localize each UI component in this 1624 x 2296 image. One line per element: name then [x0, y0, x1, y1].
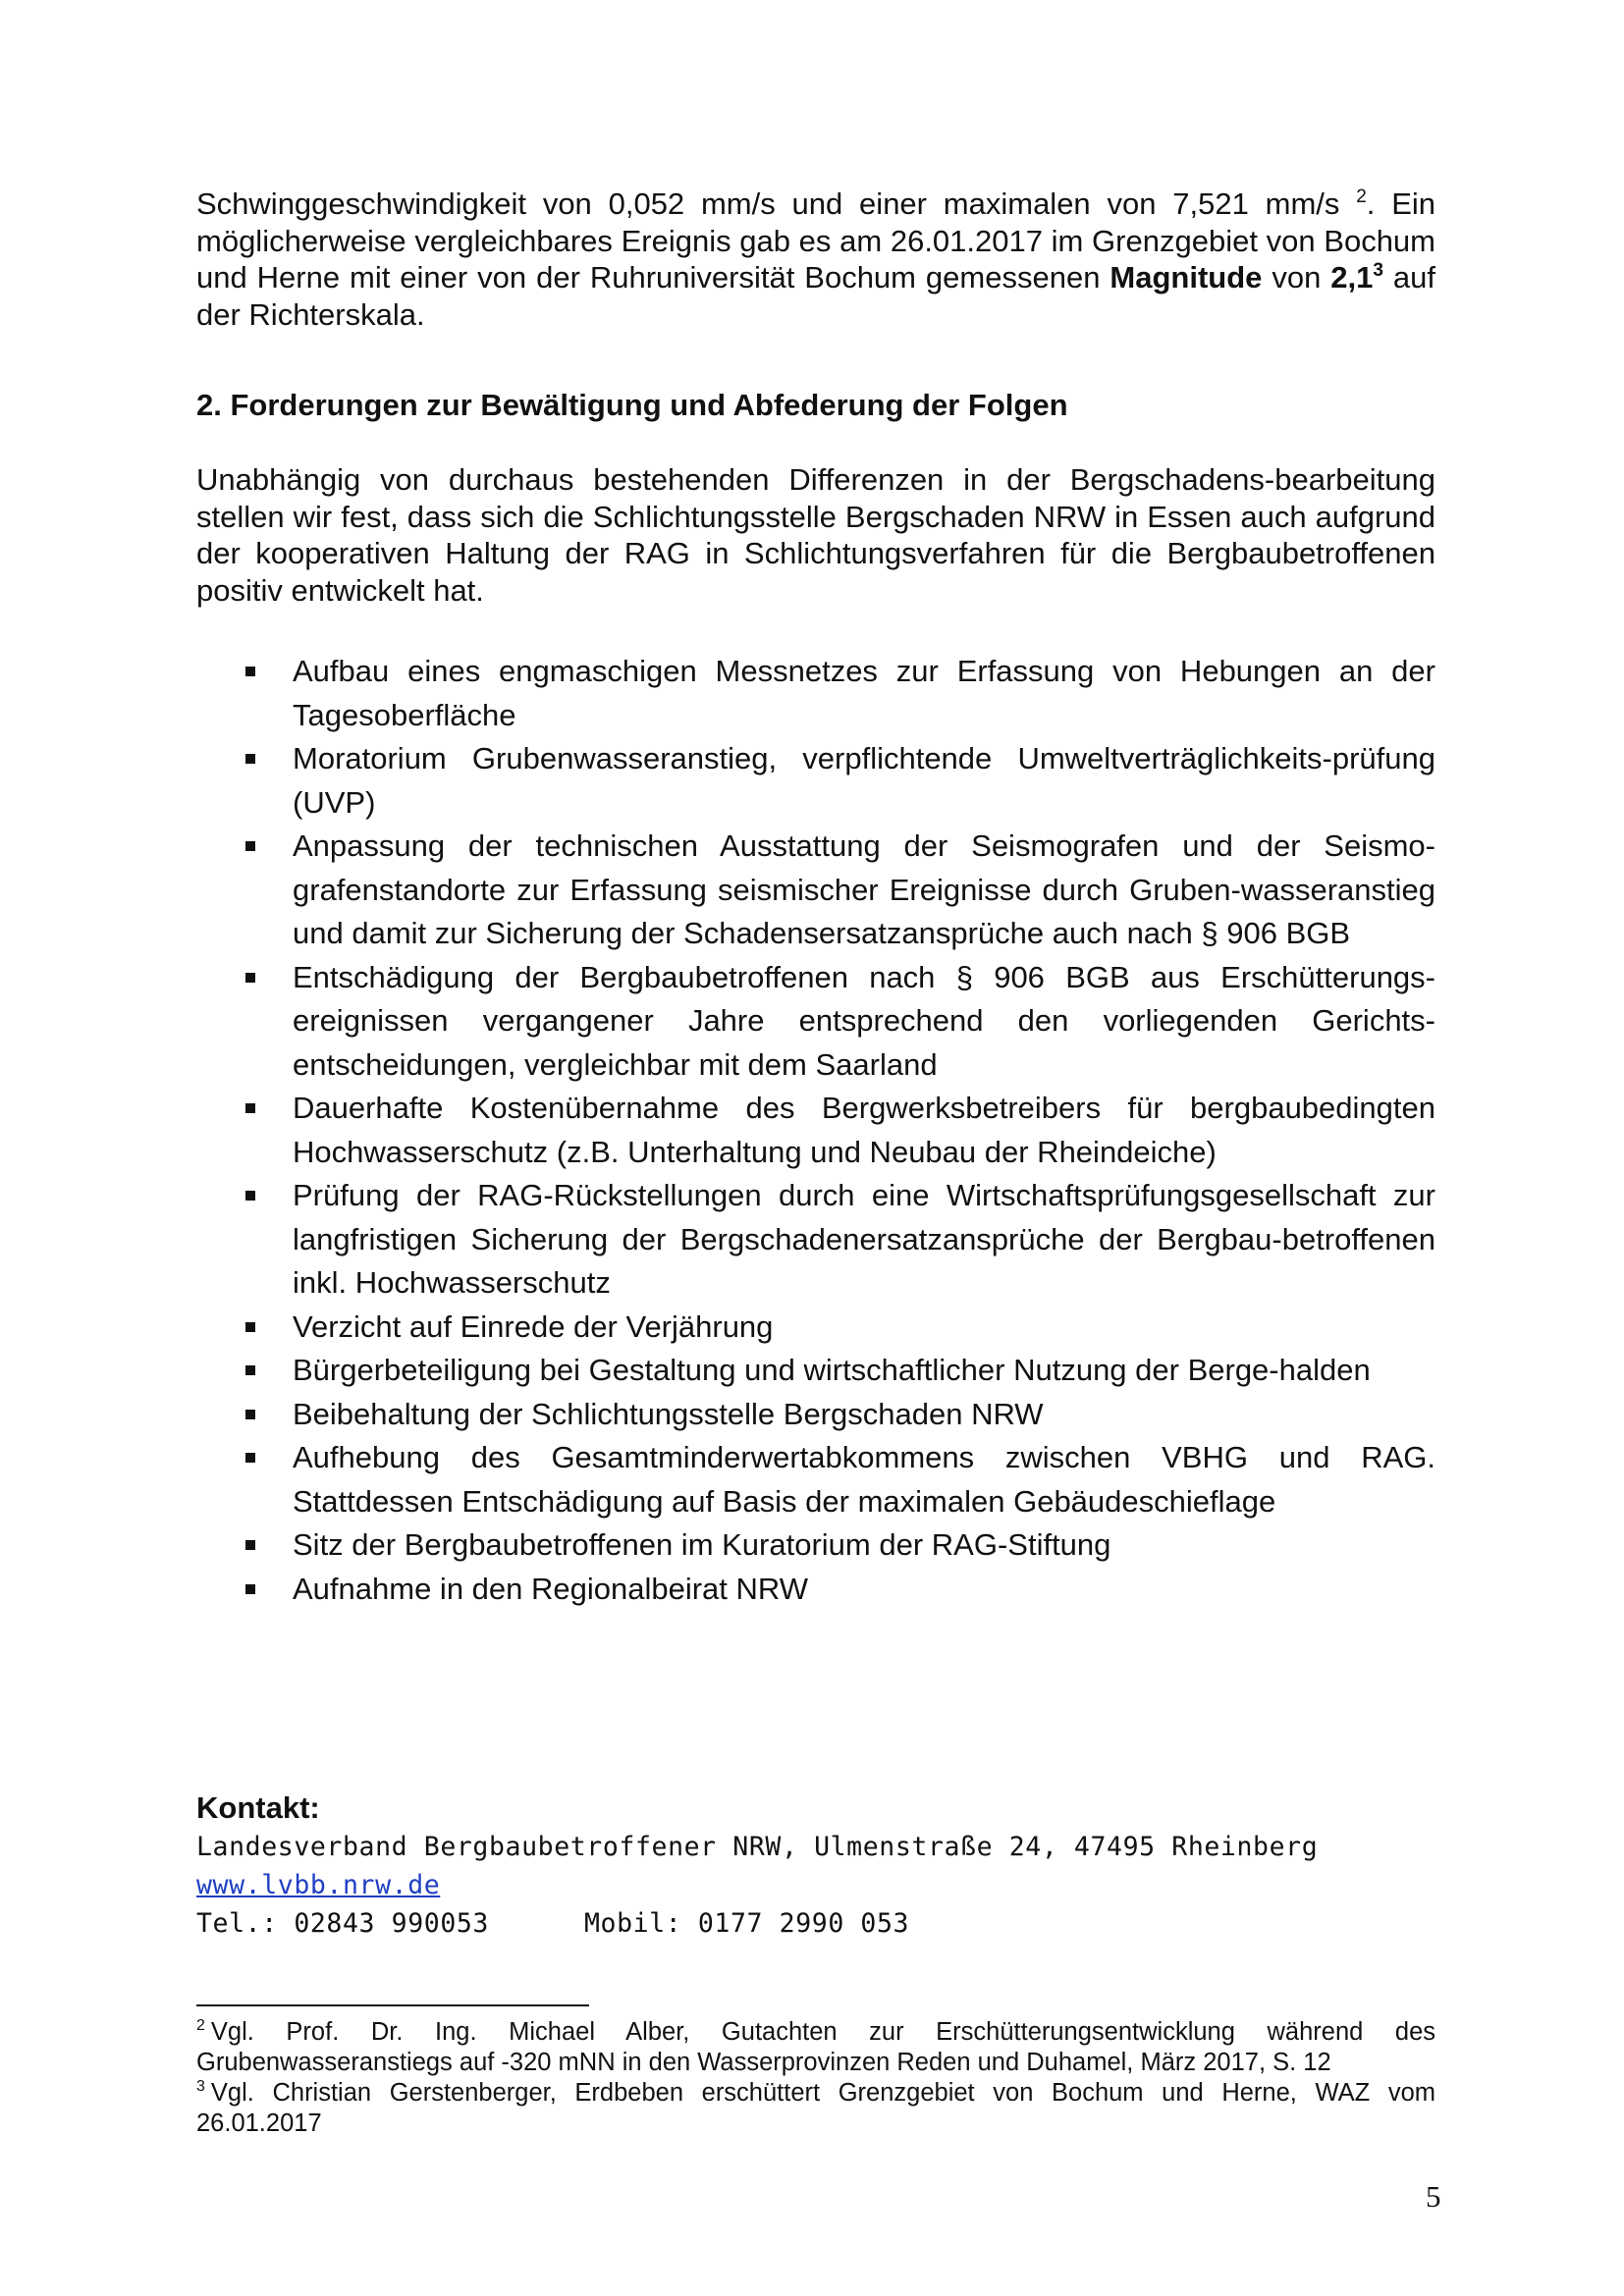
magnitude-label: Magnitude	[1110, 260, 1263, 294]
list-item	[196, 1523, 1435, 1568]
footnote-3	[196, 2078, 1435, 2139]
website-link[interactable]: www.lvbb.nrw.de	[196, 1870, 441, 1900]
list-item	[196, 737, 1435, 825]
bullet-square-icon	[245, 973, 255, 983]
bullet-square-icon	[245, 1540, 255, 1550]
bullet-square-icon	[245, 1191, 255, 1201]
list-item	[196, 1349, 1435, 1393]
list-item-text: Prüfung der RAG-Rückstellungen durch eine Wirtschaftsprüfungsgesellschaft zur langfristigen Sicherung der Bergschadenersatzansprüche der Bergbau-betroffenen inkl. Hochwasserschutz	[293, 1178, 1435, 1300]
section-paragraph: Unabhängig von durchaus bestehenden Differenzen in der Bergschadens-bearbeitung stellen wir fest, dass sich die Schlichtungsstelle Bergschaden NRW in Essen auch aufgrund der kooperativen Haltung der RAG in Schlichtungsverfahren für die Bergbaubetroffenen positiv entwickelt hat.	[196, 462, 1435, 608]
list-item	[196, 825, 1435, 956]
contact-heading: Kontakt:	[196, 1790, 320, 1825]
intro-text-3: von	[1262, 260, 1331, 294]
list-item-text: Bürgerbeteiligung bei Gestaltung und wirtschaftlicher Nutzung der Berge-halden	[293, 1353, 1371, 1387]
contact-phone: Tel.: 02843 990053	[196, 1908, 489, 1939]
list-item	[196, 956, 1435, 1088]
contact-mobile: Mobil: 0177 2990 053	[584, 1908, 910, 1939]
bullet-square-icon	[245, 1453, 255, 1463]
contact-address: Landesverband Bergbaubetroffener NRW, Ulmenstraße 24, 47495 Rheinberg	[196, 1832, 1319, 1862]
list-item-text: Dauerhafte Kostenübernahme des Bergwerksbetreibers für bergbaubedingten Hochwasserschutz (z.B. Unterhaltung und Neubau der Rheindeiche)	[293, 1091, 1435, 1169]
footnote-2	[196, 2017, 1435, 2078]
footnote-divider	[196, 2004, 589, 2006]
contact-block	[196, 1828, 1435, 1943]
magnitude-value: $2,1^3$	[1330, 260, 1383, 294]
footnote-text: Vgl. Prof. Dr. Ing. Michael Alber, Gutachten zur Erschütterungsentwicklung während des Grubenwasseranstiegs auf -320 mNN in den Wasserprovinzen Reden und Duhamel, März 2017, S. 12	[196, 2018, 1435, 2076]
list-item-text: Entschädigung der Bergbaubetroffenen nach § 906 BGB aus Erschütterungs-ereignissen vergangener Jahre entsprechend den vorliegenden Gerichts-entscheidungen, vergleichbar mit dem Saarland	[293, 959, 1435, 1082]
intro-text-1: Schwinggeschwindigkeit von 0,052 mm/s und einer maximalen von 7,521 mm/s	[196, 187, 1357, 221]
bullet-square-icon	[245, 1103, 255, 1113]
list-item-text: Beibehaltung der Schlichtungsstelle Bergschaden NRW	[293, 1396, 1044, 1431]
bullet-square-icon	[245, 1410, 255, 1419]
intro-text-4: auf der Richterskala.	[196, 260, 1435, 332]
intro-paragraph	[196, 186, 1435, 333]
list-item-text: Anpassung der technischen Ausstattung der Seismografen und der Seismo-grafenstandorte zur Erfassung seismischer Ereignisse durch Gruben-wasseranstieg und damit zur Sicherung der Schadensersatzansprüche auch nach § 906 BGB	[293, 828, 1435, 950]
list-item	[196, 1436, 1435, 1523]
footnote-number: 3	[196, 2078, 205, 2095]
list-item-text: Verzicht auf Einrede der Verjährung	[293, 1308, 774, 1344]
intro-text-2: . Ein möglicherweise vergleichbares Ereignis gab es am 26.01.2017 im Grenzgebiet von Bochum und Herne mit einer von der Ruhruniversität Bochum gemessenen	[196, 187, 1435, 294]
section-heading: 2. Forderungen zur Bewältigung und Abfederung der Folgen	[196, 388, 1068, 422]
page-number: 5	[1426, 2179, 1441, 2214]
list-item-text: Sitz der Bergbaubetroffenen im Kuratorium der RAG-Stiftung	[293, 1527, 1111, 1562]
footnote-ref-2[interactable]: 2	[1356, 187, 1367, 207]
footnote-text: Vgl. Christian Gerstenberger, Erdbeben erschüttert Grenzgebiet von Bochum und Herne, WAZ vom 26.01.2017	[196, 2079, 1435, 2137]
list-item-text: Aufhebung des Gesamtminderwertabkommens zwischen VBHG und RAG. Stattdessen Entschädigung auf Basis der maximalen Gebäudeschieflage	[293, 1440, 1435, 1519]
footnote-number: 2	[196, 2017, 205, 2034]
list-item	[196, 1087, 1435, 1174]
demands-list	[196, 650, 1435, 1611]
list-item	[196, 650, 1435, 737]
bullet-square-icon	[245, 841, 255, 851]
footnotes	[196, 2017, 1435, 2139]
bullet-square-icon	[245, 1584, 255, 1594]
list-item	[196, 1568, 1435, 1612]
bullet-square-icon	[245, 1365, 255, 1375]
bullet-square-icon	[245, 1322, 255, 1332]
list-item-text: Aufnahme in den Regionalbeirat NRW	[293, 1571, 809, 1606]
footnote-ref-3[interactable]: 3	[1373, 260, 1383, 281]
list-item	[196, 1306, 1435, 1350]
list-item	[196, 1393, 1435, 1437]
bullet-square-icon	[245, 667, 255, 676]
list-item	[196, 1174, 1435, 1306]
bullet-square-icon	[245, 754, 255, 764]
list-item-text: Moratorium Grubenwasseranstieg, verpflichtende Umweltverträglichkeits-prüfung (UVP)	[293, 741, 1435, 820]
list-item-text: Aufbau eines engmaschigen Messnetzes zur Erfassung von Hebungen an der Tagesoberfläche	[293, 654, 1435, 732]
